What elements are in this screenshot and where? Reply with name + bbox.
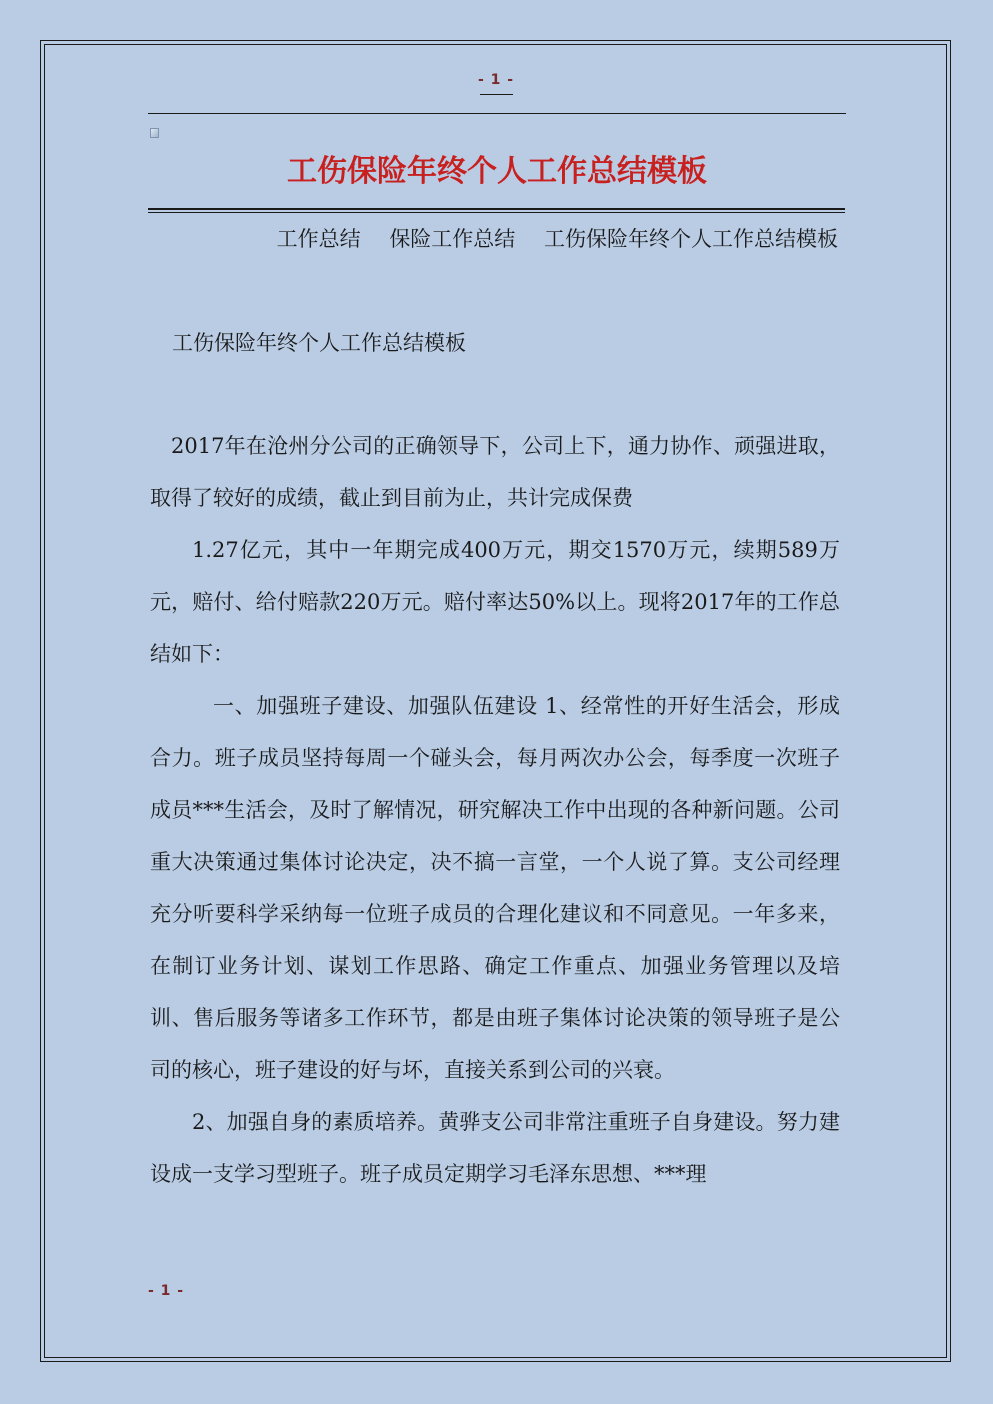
body-paragraph: 1.27亿元，其中一年期完成400万元，期交1570万元，续期589万元，赔付、给付赔款220万元。赔付率达50%以上。现将2017年的工作总结如下： xyxy=(150,538,840,666)
tag-item[interactable]: 工伤保险年终个人工作总结模板 xyxy=(544,227,838,251)
tag-item[interactable]: 工作总结 xyxy=(276,227,361,251)
document-subtitle: 工伤保险年终个人工作总结模板 xyxy=(172,331,466,355)
header-divider xyxy=(148,113,846,114)
header-page-number-underline xyxy=(480,94,513,95)
document-body xyxy=(150,420,840,1200)
tag-list xyxy=(150,224,838,254)
document-icon xyxy=(150,128,159,138)
body-paragraph: 2、加强自身的素质培养。黄骅支公司非常注重班子自身建设。努力建设成一支学习型班子。班子成员定期学习毛泽东思想、***理 xyxy=(150,1110,840,1186)
tag-item[interactable]: 保险工作总结 xyxy=(389,227,516,251)
body-paragraph: 一、加强班子建设、加强队伍建设 1、经常性的开好生活会，形成合力。班子成员坚持每周一个碰头会，每月两次办公会，每季度一次班子成员***生活会，及时了解情况，研究解决工作中出现的各种新问题。公司重大决策通过集体讨论决定，决不搞一言堂，一个人说了算。支公司经理充分听要科学采纳每一位班子成员的合理化建议和不同意见。一年多来，在制订业务计划、谋划工作思路、确定工作重点、加强业务管理以及培训、售后服务等诸多工作环节，都是由班子集体讨论决策的领导班子是公司的核心，班子建设的好与坏，直接关系到公司的兴衰。 xyxy=(150,694,840,1082)
body-paragraph: 2017年在沧州分公司的正确领导下，公司上下，通力协作、顽强进取，取得了较好的成绩，截止到目前为止，共计完成保费 xyxy=(150,434,840,510)
document-title: 工伤保险年终个人工作总结模板 xyxy=(287,154,707,189)
title-divider-thin xyxy=(148,212,845,213)
footer-page-number: - 1 - xyxy=(148,1283,185,1299)
title-divider-thick xyxy=(148,208,845,210)
header-page-number: - 1 - xyxy=(477,72,515,88)
